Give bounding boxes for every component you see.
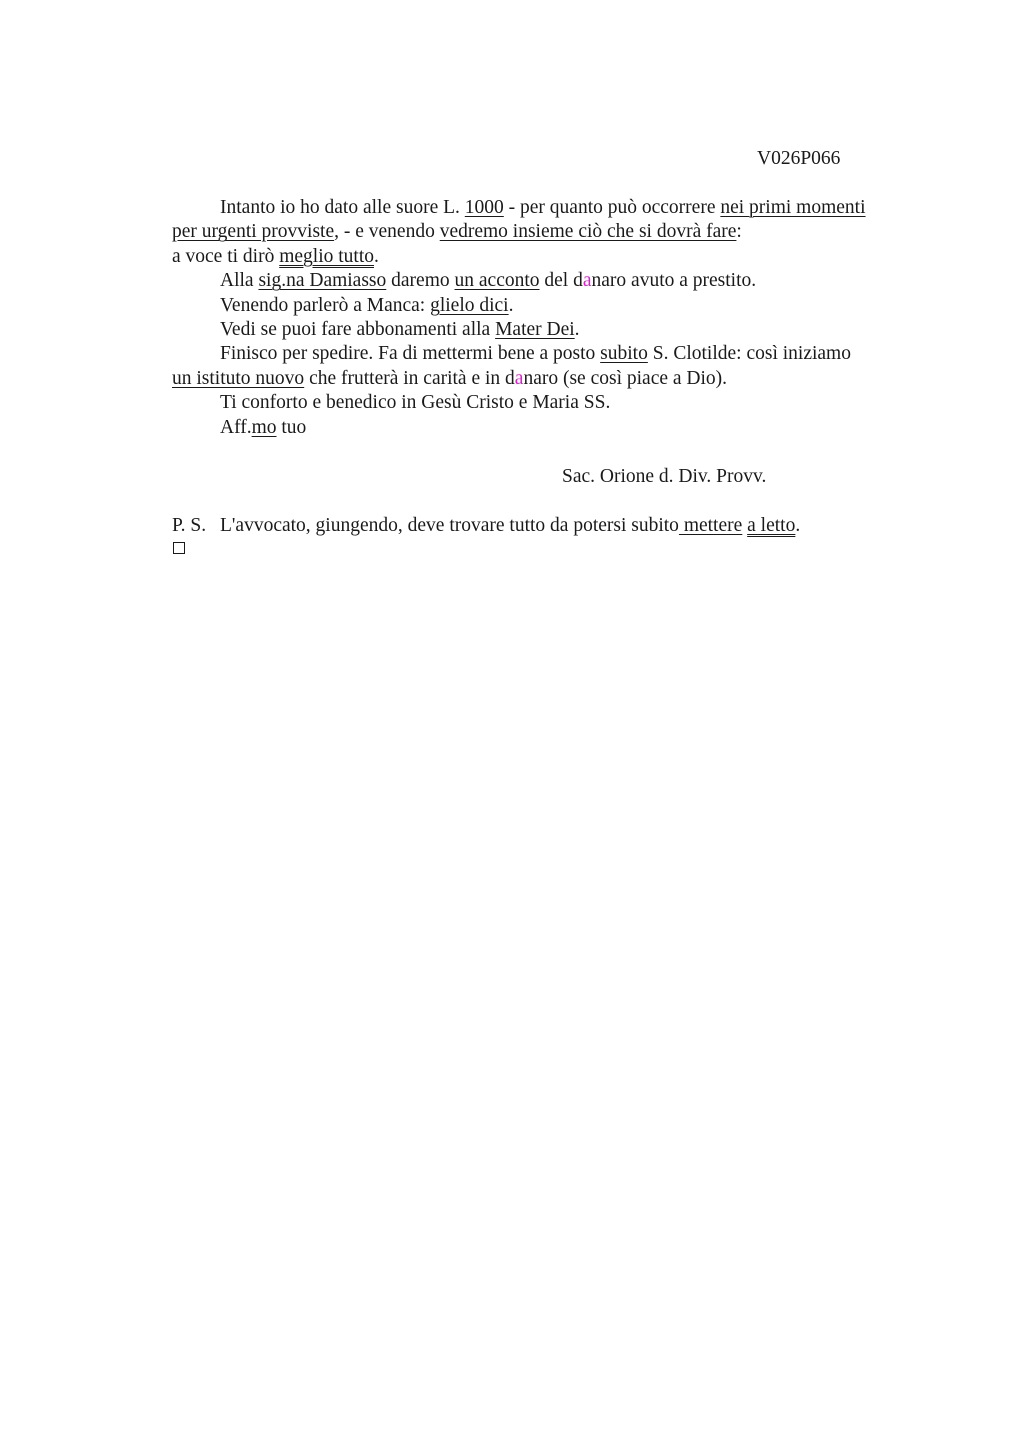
body-line <box>172 391 912 415</box>
text-segment: . <box>374 245 379 267</box>
underlined-text: subito <box>600 343 648 365</box>
body-line <box>172 294 912 318</box>
text-segment: L'avvocato, giungendo, deve trovare tutto da potersi subito <box>220 515 679 536</box>
text-segment: del d <box>539 270 583 292</box>
text-segment: naro (se così piace a Dio). <box>523 367 728 389</box>
text-segment: , - e venendo <box>334 221 440 243</box>
text-segment: S. Clotilde: così iniziamo <box>647 343 851 365</box>
body-line <box>172 367 912 391</box>
underlined-text: 1000 <box>464 197 504 218</box>
highlighted-letter: a <box>514 367 524 389</box>
underlined-text: mo <box>251 416 277 438</box>
signature: Sac. Orione d. Div. Provv. <box>562 466 767 487</box>
text-segment: Ti conforto e benedico in Gesù Cristo e Maria SS. <box>220 392 611 414</box>
text-segment: Vedi se puoi fare abbonamenti alla <box>220 318 496 340</box>
body-line <box>172 342 912 366</box>
underlined-text: nei primi momenti <box>720 197 866 218</box>
body-line <box>172 196 912 220</box>
text-segment: . <box>508 294 514 316</box>
body-line <box>172 245 912 269</box>
body-line <box>172 318 912 342</box>
underlined-text: glielo dici <box>430 294 509 316</box>
text-segment: . <box>574 318 580 340</box>
underlined-text: per urgenti provviste <box>172 221 335 243</box>
text-segment: daremo <box>386 270 455 292</box>
postscript <box>172 514 800 538</box>
body-line <box>172 416 912 440</box>
double-underlined-text: a letto <box>747 515 796 536</box>
underlined-text: Mater Dei <box>495 318 575 340</box>
text-segment: naro avuto a prestito. <box>591 270 757 292</box>
text-segment: che frutterà in carità e in d <box>304 367 515 389</box>
body-line <box>172 269 912 293</box>
text-segment: Intanto io ho dato alle suore L. <box>220 197 465 218</box>
text-segment: Aff. <box>220 416 252 438</box>
reference-code: V026P066 <box>757 148 841 169</box>
text-segment: Alla <box>220 270 259 292</box>
text-segment: tuo <box>276 416 307 438</box>
underlined-text: sig.na Damiasso <box>258 270 387 292</box>
text-segment: Venendo parlerò a Manca: <box>220 294 431 316</box>
underlined-text: un acconto <box>454 270 540 292</box>
empty-square-icon <box>173 542 185 554</box>
text-segment: a voce ti dirò <box>172 245 280 267</box>
text-segment: Finisco per spedire. Fa di mettermi bene a posto <box>220 343 601 365</box>
double-underlined-text: meglio tutto <box>279 245 375 267</box>
underlined-text: un istituto nuovo <box>172 367 305 389</box>
postscript-label: P. S. <box>172 515 207 536</box>
text-segment: . <box>795 515 801 536</box>
letter-body <box>172 196 912 440</box>
underlined-text: mettere <box>678 515 743 536</box>
highlighted-letter: a <box>582 270 592 292</box>
body-line <box>172 220 912 244</box>
underlined-text: vedremo insieme ciò che si dovrà fare <box>439 221 737 243</box>
text-segment: - per quanto può occorrere <box>503 197 721 218</box>
text-segment: : <box>736 221 742 243</box>
